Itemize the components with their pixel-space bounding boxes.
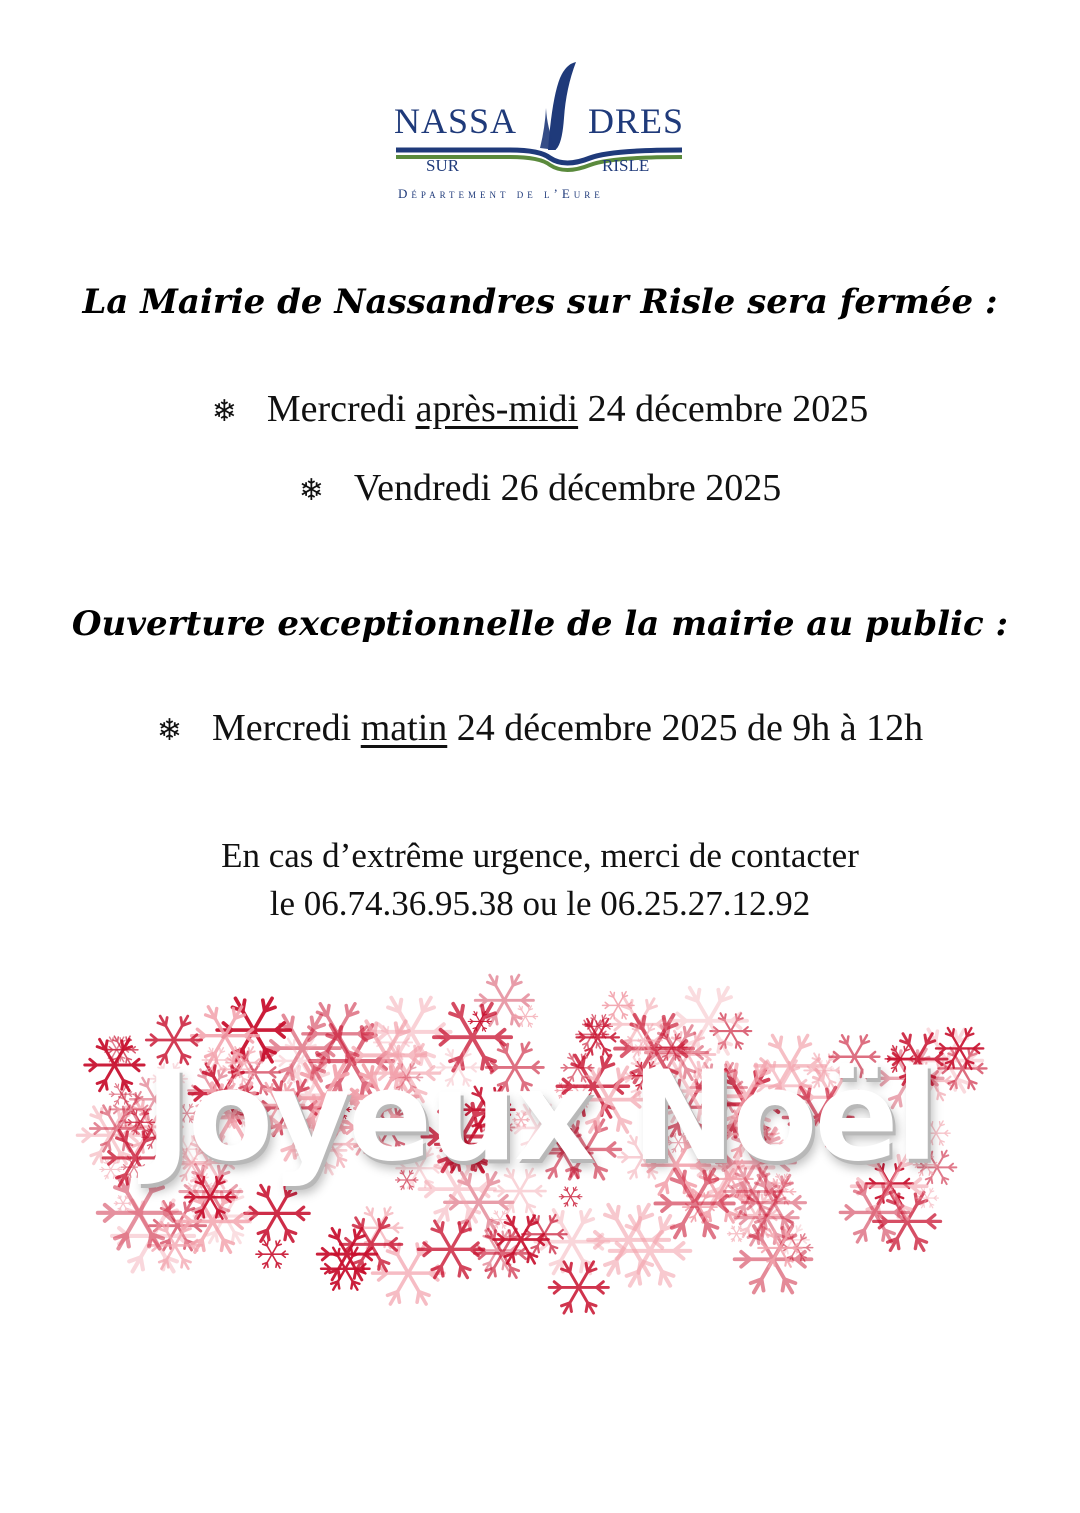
christmas-banner (60, 960, 1020, 1330)
logo-department (398, 186, 604, 202)
snowflake-icon: ❄ (156, 713, 182, 748)
snowflake-shape (373, 1242, 444, 1304)
snowflake-shape (840, 1183, 908, 1242)
snowflake-shape (728, 1226, 746, 1242)
closure-item-1-underlined: après-midi (415, 388, 579, 430)
closure-item-2 (0, 466, 1080, 510)
closure-heading: La Mairie de Nassandres sur Risle sera fermée : (82, 282, 998, 322)
snowflake-shape (603, 992, 634, 1019)
snowflake-shape (245, 1185, 309, 1241)
contact-line-2: le 06.74.36.95.38 ou le 06.25.27.12.92 (269, 884, 811, 923)
closure-item-1 (0, 387, 1080, 431)
opening-item-1 (0, 706, 1080, 750)
logo-sur: SUR (426, 156, 460, 175)
snowflake-shape (256, 1240, 288, 1268)
snowflake-icon: ❄ (298, 473, 324, 508)
snowflake-icon: ❄ (211, 394, 237, 429)
opening-item-1-before: Mercredi (211, 707, 361, 749)
snowflake-shape (549, 1262, 608, 1313)
municipality-logo (390, 58, 690, 208)
closure-item-1-after: 24 décembre 2025 (578, 388, 869, 430)
contact-line-1: En cas d’extrême urgence, merci de contacter (221, 836, 859, 875)
logo-text-left: NASSA (394, 101, 518, 141)
opening-item-1-underlined: matin (360, 707, 448, 749)
logo-department-text: Département de l’Eure (398, 186, 604, 201)
closure-item-2-text: Vendredi 26 décembre 2025 (353, 467, 782, 509)
snowflake-shape (559, 1187, 581, 1206)
opening-item-1-after: 24 décembre 2025 de 9h à 12h (447, 707, 924, 749)
opening-heading: Ouverture exceptionnelle de la mairie au public : (71, 604, 1009, 644)
emergency-contact (0, 832, 1080, 928)
logo-risle: RISLE (602, 156, 650, 175)
snowflake-shape (418, 1221, 483, 1278)
christmas-greeting: Joyeux Noël (144, 1045, 936, 1189)
logo-text-right: DRES (588, 101, 685, 141)
closure-item-1-before: Mercredi (266, 388, 416, 430)
